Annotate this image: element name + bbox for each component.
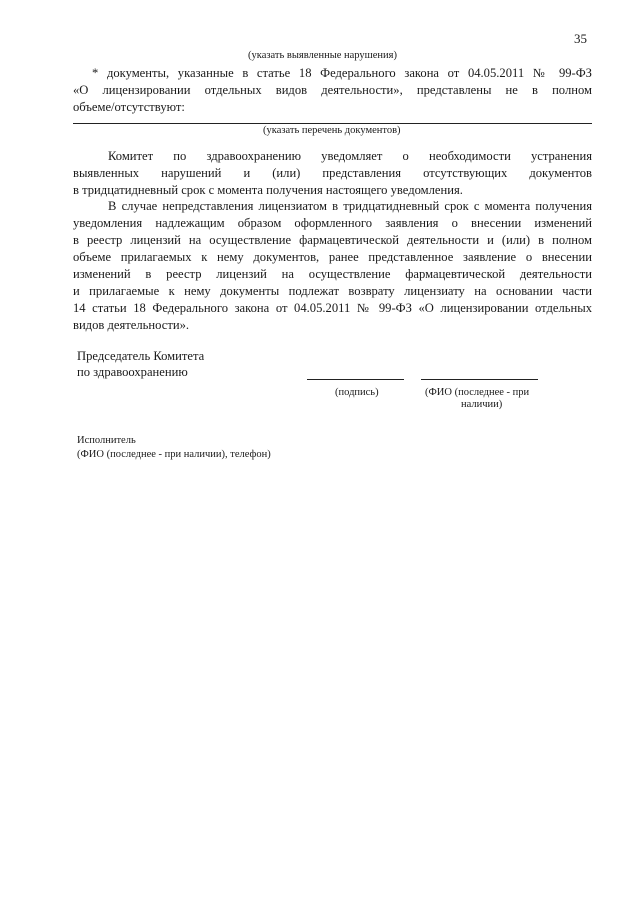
name-line: [421, 379, 538, 380]
notice-para-line-1: Комитет по здравоохранению уведомляет о необходимости устранения: [108, 149, 592, 163]
return-para-line-3: в реестр лицензий на осуществление фармацевтической деятельности и (или) в полном: [73, 233, 592, 247]
notice-para-line-2: выявленных нарушений и (или) представления отсутствующих документов: [73, 166, 592, 180]
documents-caption: (указать перечень документов): [263, 125, 401, 136]
signature-caption: (подпись): [335, 387, 379, 398]
return-para-line-7: 14 статьи 18 Федерального закона от 04.05.2011 № 99-ФЗ «О лицензировании отдельных: [73, 301, 592, 315]
notice-para-line-3: в тридцатидневный срок с момента получения настоящего уведомления.: [73, 183, 463, 197]
documents-para-line-3: объеме/отсутствуют:: [73, 100, 185, 114]
return-para-line-5: изменений в реестр лицензий на осуществление фармацевтической деятельности: [73, 267, 592, 281]
return-para-line-2: уведомления надлежащим образом оформленного заявления о внесении изменений: [73, 216, 592, 230]
return-para-line-1: В случае непредставления лицензиатом в тридцатидневный срок с момента получения: [108, 199, 592, 213]
signature-line: [307, 379, 404, 380]
return-para-line-4: объеме прилагаемых к нему документов, ранее представленное заявление о внесении: [73, 250, 592, 264]
violations-caption: (указать выявленные нарушения): [248, 50, 397, 61]
documents-fill-line: [73, 123, 592, 124]
name-caption-line-2: наличии): [461, 399, 503, 410]
return-para-line-6: и прилагаемые к нему документы подлежат возврату лицензиату на основании части: [73, 284, 592, 298]
signatory-title-line-2: по здравоохранению: [77, 365, 188, 379]
return-para-line-8: видов деятельности».: [73, 318, 190, 332]
documents-para-line-2: «О лицензировании отдельных видов деятельности», представлены не в полном: [73, 83, 592, 97]
page-number: 35: [574, 31, 587, 46]
documents-para-line-1: * документы, указанные в статье 18 Федерального закона от 04.05.2011 № 99-ФЗ: [92, 66, 592, 80]
name-caption-line-1: (ФИО (последнее - при: [425, 387, 530, 398]
executor-label: Исполнитель: [77, 435, 136, 446]
signatory-title-line-1: Председатель Комитета: [77, 349, 205, 363]
executor-details: (ФИО (последнее - при наличии), телефон): [77, 449, 271, 460]
